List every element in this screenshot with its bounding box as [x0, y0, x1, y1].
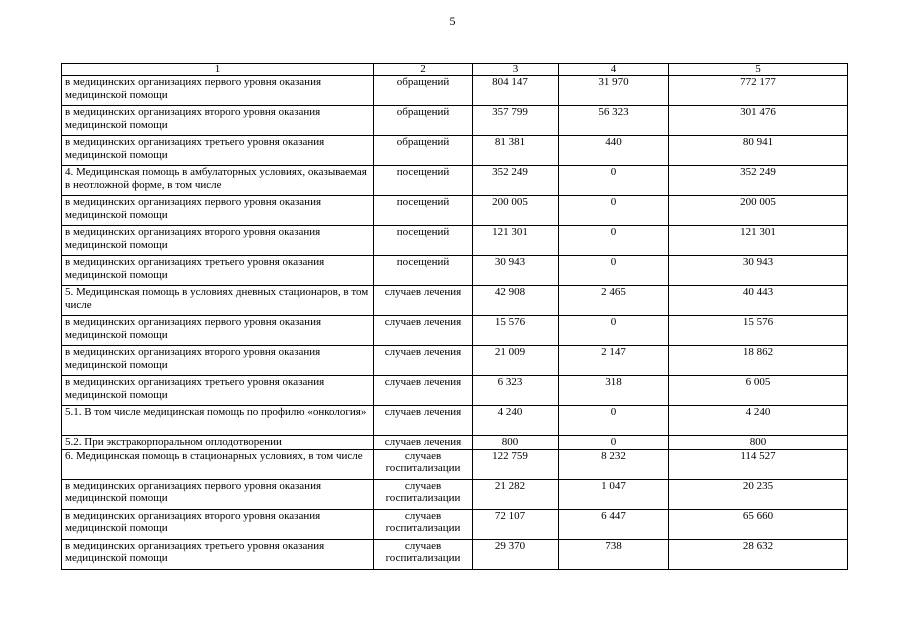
row-value-col3: 42 908	[473, 286, 559, 316]
row-value-col3: 800	[473, 436, 559, 450]
row-value-col3: 357 799	[473, 106, 559, 136]
row-value-col5: 80 941	[669, 136, 848, 166]
row-unit-cell: случаев госпитализации	[374, 509, 473, 539]
row-unit-cell: посещений	[374, 256, 473, 286]
row-value-col4: 0	[559, 256, 669, 286]
table-row	[62, 106, 848, 136]
row-value-col4: 0	[559, 436, 669, 450]
row-value-col3: 122 759	[473, 449, 559, 479]
row-value-col5: 200 005	[669, 196, 848, 226]
page-number: 5	[449, 14, 456, 28]
row-name-cell: в медицинских организациях первого уровня оказания медицинской помощи	[62, 76, 374, 106]
row-value-col5: 4 240	[669, 406, 848, 436]
table-row	[62, 406, 848, 436]
row-unit-cell: посещений	[374, 196, 473, 226]
row-value-col5: 772 177	[669, 76, 848, 106]
row-name-cell: 5.2. При экстракорпоральном оплодотворении	[62, 436, 374, 450]
row-value-col5: 65 660	[669, 509, 848, 539]
table-row	[62, 316, 848, 346]
row-unit-cell: случаев лечения	[374, 286, 473, 316]
row-value-col5: 114 527	[669, 449, 848, 479]
row-value-col4: 1 047	[559, 479, 669, 509]
row-name-cell: в медицинских организациях второго уровня оказания медицинской помощи	[62, 226, 374, 256]
row-value-col5: 28 632	[669, 539, 848, 569]
row-value-col5: 800	[669, 436, 848, 450]
row-value-col3: 29 370	[473, 539, 559, 569]
row-unit-cell: случаев лечения	[374, 346, 473, 376]
row-value-col4: 318	[559, 376, 669, 406]
row-value-col5: 18 862	[669, 346, 848, 376]
row-name-cell: в медицинских организациях третьего уровня оказания медицинской помощи	[62, 539, 374, 569]
row-value-col4: 0	[559, 406, 669, 436]
table-row	[62, 376, 848, 406]
row-name-cell: 6. Медицинская помощь в стационарных условиях, в том числе	[62, 449, 374, 479]
row-value-col4: 738	[559, 539, 669, 569]
column-header-3: 3	[473, 64, 559, 76]
column-header-5: 5	[669, 64, 848, 76]
row-value-col3: 804 147	[473, 76, 559, 106]
row-unit-cell: случаев госпитализации	[374, 479, 473, 509]
row-unit-cell: посещений	[374, 166, 473, 196]
table-row	[62, 509, 848, 539]
row-value-col3: 200 005	[473, 196, 559, 226]
row-value-col5: 30 943	[669, 256, 848, 286]
row-value-col4: 31 970	[559, 76, 669, 106]
row-name-cell: 5. Медицинская помощь в условиях дневных стационаров, в том числе	[62, 286, 374, 316]
column-header-4: 4	[559, 64, 669, 76]
row-value-col4: 0	[559, 166, 669, 196]
row-value-col3: 352 249	[473, 166, 559, 196]
row-value-col5: 121 301	[669, 226, 848, 256]
row-value-col4: 0	[559, 226, 669, 256]
row-value-col3: 15 576	[473, 316, 559, 346]
row-unit-cell: случаев госпитализации	[374, 449, 473, 479]
row-value-col3: 6 323	[473, 376, 559, 406]
table-row	[62, 226, 848, 256]
row-name-cell: в медицинских организациях второго уровня оказания медицинской помощи	[62, 106, 374, 136]
row-value-col3: 21 009	[473, 346, 559, 376]
row-value-col4: 0	[559, 316, 669, 346]
column-header-1: 1	[62, 64, 374, 76]
row-unit-cell: посещений	[374, 226, 473, 256]
table-row	[62, 166, 848, 196]
table-row	[62, 136, 848, 166]
table-row	[62, 436, 848, 450]
row-value-col4: 0	[559, 196, 669, 226]
data-table	[61, 63, 848, 570]
row-value-col4: 440	[559, 136, 669, 166]
row-value-col3: 4 240	[473, 406, 559, 436]
row-name-cell: в медицинских организациях второго уровня оказания медицинской помощи	[62, 509, 374, 539]
table-row	[62, 76, 848, 106]
table-row	[62, 286, 848, 316]
row-value-col4: 6 447	[559, 509, 669, 539]
table-row	[62, 346, 848, 376]
table-body	[62, 76, 848, 570]
row-name-cell: в медицинских организациях второго уровня оказания медицинской помощи	[62, 346, 374, 376]
row-name-cell: 4. Медицинская помощь в амбулаторных условиях, оказываемая в неотложной форме, в том числе	[62, 166, 374, 196]
row-value-col5: 301 476	[669, 106, 848, 136]
row-unit-cell: случаев лечения	[374, 316, 473, 346]
row-unit-cell: случаев лечения	[374, 376, 473, 406]
table-row	[62, 479, 848, 509]
row-value-col5: 352 249	[669, 166, 848, 196]
row-unit-cell: обращений	[374, 106, 473, 136]
row-value-col4: 8 232	[559, 449, 669, 479]
row-unit-cell: случаев лечения	[374, 436, 473, 450]
row-unit-cell: обращений	[374, 136, 473, 166]
row-value-col3: 30 943	[473, 256, 559, 286]
row-unit-cell: случаев лечения	[374, 406, 473, 436]
row-value-col3: 21 282	[473, 479, 559, 509]
table-row	[62, 449, 848, 479]
row-name-cell: в медицинских организациях третьего уровня оказания медицинской помощи	[62, 256, 374, 286]
row-name-cell: в медицинских организациях первого уровня оказания медицинской помощи	[62, 196, 374, 226]
row-value-col5: 40 443	[669, 286, 848, 316]
row-value-col5: 15 576	[669, 316, 848, 346]
table-row	[62, 539, 848, 569]
row-value-col5: 20 235	[669, 479, 848, 509]
table-row	[62, 256, 848, 286]
column-header-2: 2	[374, 64, 473, 76]
row-name-cell: 5.1. В том числе медицинская помощь по профилю «онкология»	[62, 406, 374, 436]
table-row	[62, 196, 848, 226]
row-name-cell: в медицинских организациях первого уровня оказания медицинской помощи	[62, 316, 374, 346]
row-value-col4: 2 147	[559, 346, 669, 376]
row-name-cell: в медицинских организациях третьего уровня оказания медицинской помощи	[62, 376, 374, 406]
row-unit-cell: обращений	[374, 76, 473, 106]
row-name-cell: в медицинских организациях первого уровня оказания медицинской помощи	[62, 479, 374, 509]
row-name-cell: в медицинских организациях третьего уровня оказания медицинской помощи	[62, 136, 374, 166]
row-value-col5: 6 005	[669, 376, 848, 406]
row-value-col3: 81 381	[473, 136, 559, 166]
row-value-col3: 72 107	[473, 509, 559, 539]
row-value-col3: 121 301	[473, 226, 559, 256]
table-header-row	[62, 64, 848, 76]
row-value-col4: 56 323	[559, 106, 669, 136]
row-unit-cell: случаев госпитализации	[374, 539, 473, 569]
row-value-col4: 2 465	[559, 286, 669, 316]
